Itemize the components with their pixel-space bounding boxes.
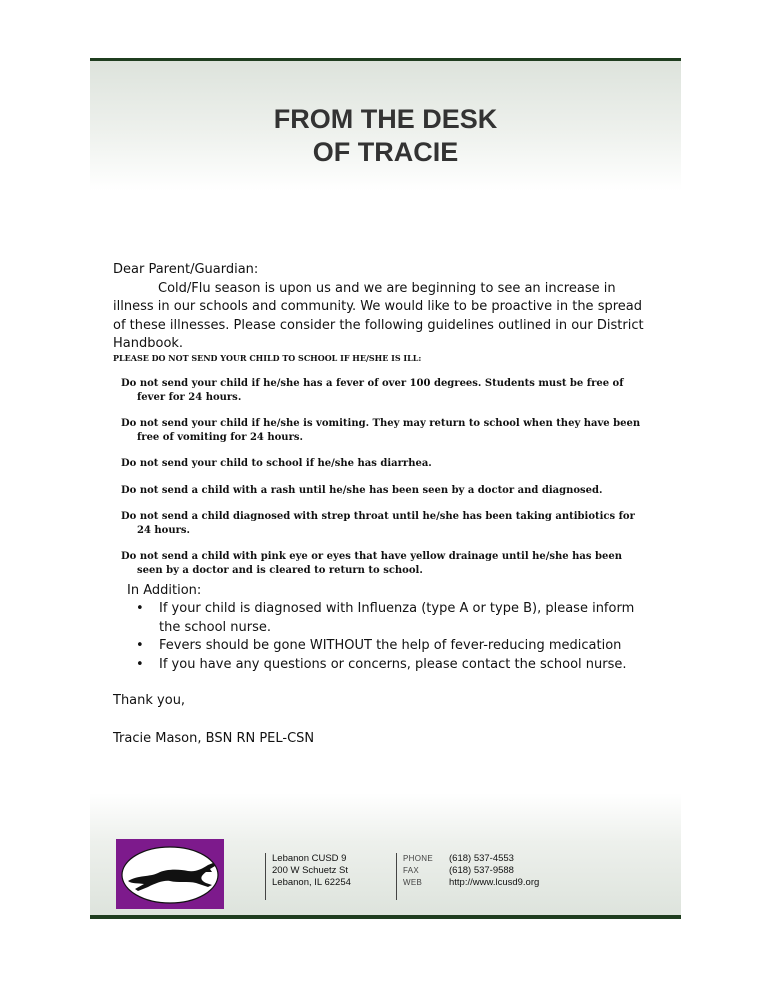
signature: Tracie Mason, BSN RN PEL-CSN xyxy=(113,731,315,746)
page-title xyxy=(90,103,681,169)
bottom-rule xyxy=(90,915,681,919)
bullet-item xyxy=(136,637,646,656)
bullet-icon: • xyxy=(136,638,144,653)
closing: Thank you, xyxy=(113,693,186,708)
footer-divider xyxy=(265,853,266,900)
title-line-2: OF TRACIE xyxy=(312,137,459,167)
bullet-item xyxy=(136,600,646,637)
phone-row xyxy=(403,853,539,865)
bullet-text: Fevers should be gone WITHOUT the help of fever-reducing medication xyxy=(159,638,622,653)
web-link[interactable]: http://www.lcusd9.org xyxy=(449,877,540,888)
footer-address xyxy=(272,853,351,889)
bullet-item xyxy=(136,656,646,675)
intro-paragraph: Cold/Flu season is upon us and we are beginning to see an increase in illness in our schools and community. We would like to be proactive in the spread of these illnesses. Please consider the following guidelines outlined in our District Handbook. xyxy=(113,280,644,351)
rule-item: Do not send your child to school if he/she has diarrhea. xyxy=(121,458,432,469)
fax-value: (618) 537-9588 xyxy=(449,865,514,876)
address-line: Lebanon CUSD 9 xyxy=(272,853,347,864)
fax-row xyxy=(403,865,539,877)
footer-contact xyxy=(403,853,539,889)
warning-heading: PLEASE DO NOT SEND YOUR CHILD TO SCHOOL IF HE/SHE IS ILL: xyxy=(113,353,422,363)
salutation: Dear Parent/Guardian: xyxy=(113,262,259,277)
rule-item: Do not send a child with pink eye or eyes that have yellow drainage until he/she has been seen by a doctor and is cleared to return to school. xyxy=(121,551,622,576)
bullet-icon: • xyxy=(136,601,144,616)
address-line: Lebanon, IL 62254 xyxy=(272,877,351,888)
phone-value: (618) 537-4553 xyxy=(449,853,514,864)
fax-label: FAX xyxy=(403,866,420,875)
addition-bullets xyxy=(136,600,646,674)
rule-item: Do not send your child if he/she is vomiting. They may return to school when they have been free of vomiting for 24 hours. xyxy=(121,418,641,443)
rules-list xyxy=(121,377,651,577)
logo-graphic xyxy=(116,839,224,909)
web-label: WEB xyxy=(403,878,423,887)
letter-body xyxy=(113,261,653,354)
rule-item: Do not send a child diagnosed with strep throat until he/she has been taking antibiotics for 24 hours. xyxy=(121,511,635,536)
bullet-text: If your child is diagnosed with Influenza (type A or type B), please inform the school nurse. xyxy=(159,601,635,635)
greyhound-logo-icon xyxy=(116,839,224,909)
phone-label: PHONE xyxy=(403,854,433,863)
address-line: 200 W Schuetz St xyxy=(272,865,349,876)
bullet-icon: • xyxy=(136,656,144,672)
letter-page xyxy=(90,58,681,920)
rule-item: Do not send your child if he/she has a fever of over 100 degrees. Students must be free of fever for 24 hours. xyxy=(121,378,624,403)
addition-heading: In Addition: xyxy=(127,583,202,598)
bullet-text: If you have any questions or concerns, please contact the school nurse. xyxy=(159,656,627,672)
footer-divider xyxy=(396,853,397,900)
title-line-1: FROM THE DESK xyxy=(273,104,498,134)
web-row xyxy=(403,877,539,889)
rule-item: Do not send a child with a rash until he/she has been seen by a doctor and diagnosed. xyxy=(121,484,603,496)
